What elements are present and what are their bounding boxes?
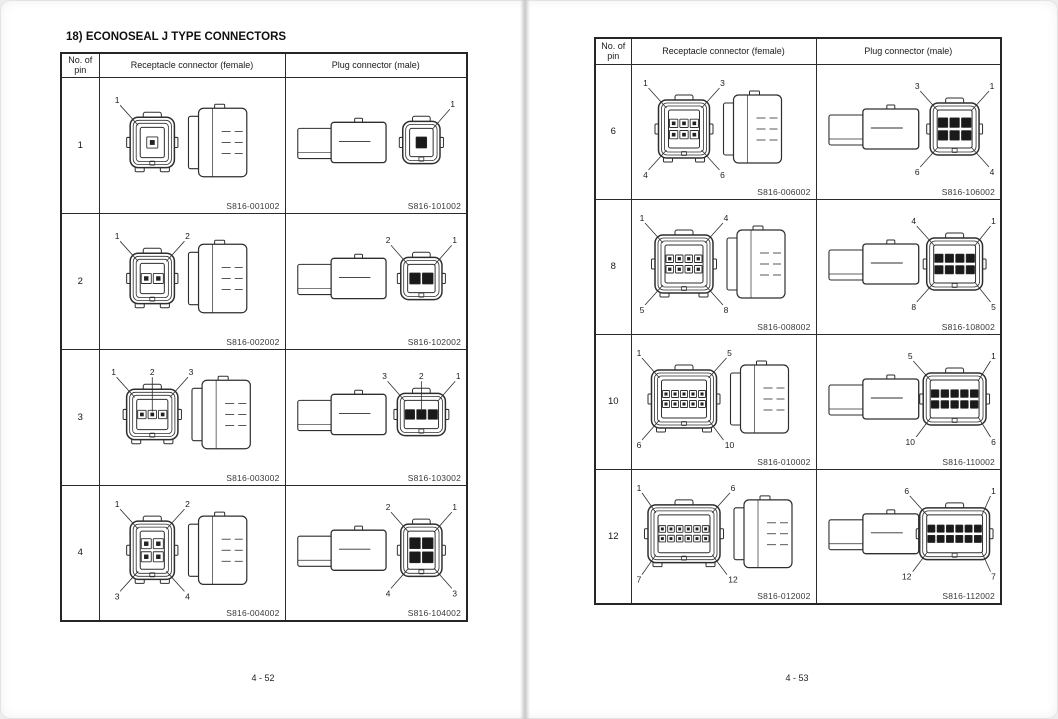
section-title: 18) ECONOSEAL J TYPE CONNECTORS xyxy=(66,31,287,43)
female-connector-diagram xyxy=(100,78,285,213)
svg-text:12: 12 xyxy=(727,574,738,585)
part-number: S816-103002 xyxy=(407,472,461,483)
female-connector-cell xyxy=(631,334,816,469)
male-connector-diagram xyxy=(286,486,467,621)
female-connector-cell xyxy=(99,349,285,485)
col-header-female: Receptacle connector (female) xyxy=(631,38,816,64)
part-number: S816-108002 xyxy=(941,321,995,332)
pin-count-cell: 10 xyxy=(595,334,631,469)
male-connector-cell xyxy=(816,469,1001,604)
svg-text:6: 6 xyxy=(636,439,641,450)
part-number: S816-110002 xyxy=(942,456,995,467)
female-connector-cell xyxy=(99,213,285,349)
part-number: S816-008002 xyxy=(757,321,811,332)
table-row xyxy=(61,349,467,485)
male-connector-diagram xyxy=(286,350,467,485)
table-row xyxy=(595,334,1001,469)
svg-text:1: 1 xyxy=(989,80,994,91)
male-connector-diagram xyxy=(817,200,1001,334)
female-connector-cell xyxy=(631,199,816,334)
table-row xyxy=(595,469,1001,604)
female-connector-diagram xyxy=(632,470,816,604)
female-connector-cell xyxy=(99,77,285,213)
female-connector-cell xyxy=(99,485,285,621)
svg-text:1: 1 xyxy=(451,234,457,245)
connector-table-right xyxy=(594,37,1002,605)
pin-count-cell: 4 xyxy=(61,485,99,621)
svg-text:6: 6 xyxy=(990,436,996,447)
svg-text:4: 4 xyxy=(184,590,190,601)
part-number: S816-003002 xyxy=(226,472,280,483)
svg-text:6: 6 xyxy=(730,482,735,493)
part-number: S816-106002 xyxy=(941,186,995,197)
svg-text:7: 7 xyxy=(990,571,996,582)
svg-text:1: 1 xyxy=(636,347,641,358)
page-divider xyxy=(520,0,530,719)
svg-text:5: 5 xyxy=(726,347,732,358)
pin-count-cell: 3 xyxy=(61,349,99,485)
svg-text:1: 1 xyxy=(114,94,119,105)
svg-text:3: 3 xyxy=(188,366,193,377)
pin-count-cell: 12 xyxy=(595,469,631,604)
pin-count-cell: 8 xyxy=(595,199,631,334)
svg-text:2: 2 xyxy=(418,370,424,381)
table-row xyxy=(61,77,467,213)
male-connector-diagram xyxy=(817,335,1001,469)
part-number: S816-001002 xyxy=(226,200,280,211)
header-row xyxy=(61,53,467,77)
col-header-pin: No. of pin xyxy=(595,38,631,64)
female-connector-diagram xyxy=(632,200,816,334)
svg-text:3: 3 xyxy=(381,370,387,381)
table-row xyxy=(61,485,467,621)
svg-text:3: 3 xyxy=(719,77,725,88)
female-connector-diagram xyxy=(100,214,285,349)
svg-text:1: 1 xyxy=(449,98,455,109)
page-number-right: 4 - 53 xyxy=(785,673,809,683)
pin-count-cell: 6 xyxy=(595,64,631,199)
part-number: S816-101002 xyxy=(407,200,461,211)
svg-text:1: 1 xyxy=(639,212,644,223)
svg-text:2: 2 xyxy=(184,230,190,241)
table-row xyxy=(61,213,467,349)
svg-text:10: 10 xyxy=(905,436,915,447)
svg-text:1: 1 xyxy=(114,498,119,509)
svg-text:2: 2 xyxy=(149,366,155,377)
svg-text:1: 1 xyxy=(990,215,996,226)
svg-text:3: 3 xyxy=(914,80,920,91)
part-number: S816-004002 xyxy=(226,608,280,618)
header-row xyxy=(595,38,1001,64)
page-number-left: 4 - 52 xyxy=(251,673,275,683)
svg-text:5: 5 xyxy=(639,304,644,315)
svg-text:4: 4 xyxy=(385,587,390,598)
female-connector-cell xyxy=(631,64,816,199)
svg-text:1: 1 xyxy=(636,482,641,493)
female-connector-cell xyxy=(631,469,816,604)
male-connector-cell xyxy=(285,213,467,349)
svg-text:5: 5 xyxy=(907,350,913,361)
svg-text:1: 1 xyxy=(114,230,119,241)
male-connector-cell xyxy=(816,64,1001,199)
part-number: S816-002002 xyxy=(226,336,280,347)
female-connector-diagram xyxy=(632,65,816,199)
svg-text:2: 2 xyxy=(385,234,390,245)
table-row xyxy=(595,199,1001,334)
part-number: S816-010002 xyxy=(757,456,811,467)
svg-text:7: 7 xyxy=(636,574,641,585)
svg-text:12: 12 xyxy=(901,571,911,582)
svg-text:3: 3 xyxy=(114,590,119,601)
svg-text:1: 1 xyxy=(990,350,996,361)
svg-text:8: 8 xyxy=(723,304,728,315)
svg-text:10: 10 xyxy=(724,439,734,450)
male-connector-diagram xyxy=(286,78,467,213)
svg-text:6: 6 xyxy=(719,169,725,180)
pin-count-cell: 2 xyxy=(61,213,99,349)
part-number: S816-112002 xyxy=(942,591,995,601)
male-connector-cell xyxy=(285,485,467,621)
part-number: S816-012002 xyxy=(757,591,811,601)
svg-text:4: 4 xyxy=(989,166,994,177)
col-header-female: Receptacle connector (female) xyxy=(99,53,285,77)
svg-text:8: 8 xyxy=(910,301,916,312)
svg-text:2: 2 xyxy=(184,498,190,509)
male-connector-cell xyxy=(816,334,1001,469)
col-header-male: Plug connector (male) xyxy=(816,38,1001,64)
svg-text:4: 4 xyxy=(723,212,728,223)
svg-text:4: 4 xyxy=(910,215,916,226)
svg-text:5: 5 xyxy=(990,301,996,312)
male-connector-cell xyxy=(285,77,467,213)
female-connector-diagram xyxy=(100,486,285,621)
pin-count-cell: 1 xyxy=(61,77,99,213)
table-row xyxy=(595,64,1001,199)
part-number: S816-102002 xyxy=(407,336,461,347)
svg-text:1: 1 xyxy=(455,370,460,381)
svg-text:3: 3 xyxy=(451,587,457,598)
male-connector-diagram xyxy=(286,214,467,349)
svg-text:1: 1 xyxy=(451,501,457,512)
part-number: S816-104002 xyxy=(407,608,461,618)
svg-text:1: 1 xyxy=(642,77,648,88)
male-connector-cell xyxy=(816,199,1001,334)
svg-text:6: 6 xyxy=(914,166,920,177)
svg-text:4: 4 xyxy=(642,169,648,180)
svg-text:2: 2 xyxy=(385,501,390,512)
svg-text:6: 6 xyxy=(903,485,909,496)
svg-text:1: 1 xyxy=(110,366,116,377)
svg-text:1: 1 xyxy=(990,485,996,496)
connector-table-left xyxy=(60,52,468,622)
col-header-pin: No. of pin xyxy=(61,53,99,77)
part-number: S816-006002 xyxy=(757,186,811,197)
male-connector-diagram xyxy=(817,65,1001,199)
male-connector-diagram xyxy=(817,470,1001,604)
col-header-male: Plug connector (male) xyxy=(285,53,467,77)
female-connector-diagram xyxy=(632,335,816,469)
female-connector-diagram xyxy=(100,350,285,485)
male-connector-cell xyxy=(285,349,467,485)
